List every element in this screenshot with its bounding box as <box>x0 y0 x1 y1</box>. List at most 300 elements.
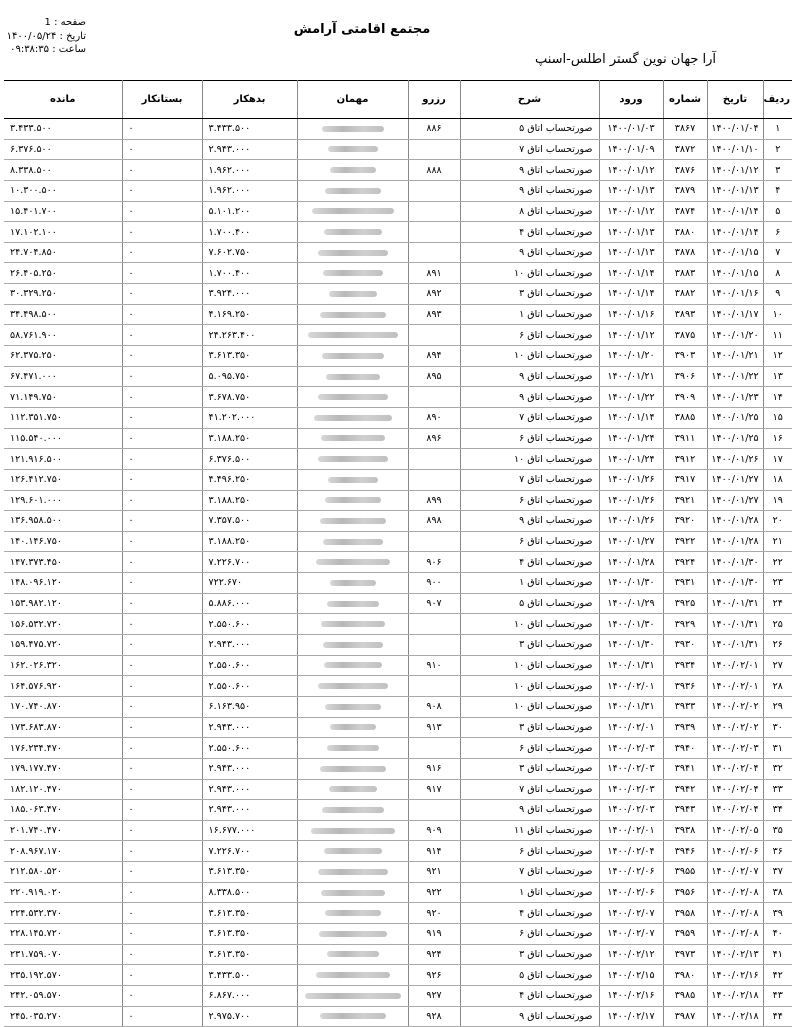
cell-arrival: ۱۴۰۰/۰۱/۱۴ <box>599 263 663 284</box>
cell-balance: ۲۶.۴۰۵.۲۵۰ <box>4 263 122 284</box>
cell-description: صورتحساب اتاق ۵ <box>460 119 599 140</box>
cell-description: صورتحساب اتاق ۱۰ <box>460 263 599 284</box>
cell-date: ۱۴۰۰/۰۱/۲۸ <box>707 531 763 552</box>
cell-credit: ۰ <box>122 490 202 511</box>
cell-debit: ۶.۸۶۷.۰۰۰ <box>202 985 297 1006</box>
cell-reservation <box>408 387 460 408</box>
redacted-guest-name <box>316 972 390 978</box>
cell-description: صورتحساب اتاق ۱۰ <box>460 676 599 697</box>
cell-number: ۳۹۲۴ <box>663 552 707 573</box>
cell-arrival: ۱۴۰۰/۰۲/۰۱ <box>599 676 663 697</box>
cell-debit: ۳.۶۱۳.۳۵۰ <box>202 903 297 924</box>
table-row <box>4 573 792 594</box>
cell-balance: ۲۳۵.۱۹۲.۵۷۰ <box>4 965 122 986</box>
cell-description: صورتحساب اتاق ۵ <box>460 965 599 986</box>
cell-date: ۱۴۰۰/۰۱/۱۵ <box>707 263 763 284</box>
cell-reservation: ۸۹۱ <box>408 263 460 284</box>
cell-balance: ۱۷.۱۰۲.۱۰۰ <box>4 222 122 243</box>
cell-balance: ۱۵۹.۴۷۵.۷۲۰ <box>4 635 122 656</box>
cell-number: ۳۹۰۶ <box>663 366 707 387</box>
cell-balance: ۷۱.۱۴۹.۷۵۰ <box>4 387 122 408</box>
cell-balance: ۲۴۲.۰۵۹.۵۷۰ <box>4 985 122 1006</box>
cell-description: صورتحساب اتاق ۷ <box>460 469 599 490</box>
cell-row-number: ۸ <box>763 263 792 284</box>
redacted-guest-name <box>318 869 388 875</box>
redacted-guest-name <box>320 312 386 318</box>
cell-guest <box>297 180 408 201</box>
cell-balance: ۳.۴۳۳.۵۰۰ <box>4 119 122 140</box>
cell-description: صورتحساب اتاق ۳ <box>460 717 599 738</box>
cell-row-number: ۴ <box>763 180 792 201</box>
cell-balance: ۱۷۰.۷۴۰.۸۷۰ <box>4 696 122 717</box>
cell-reservation <box>408 676 460 697</box>
column-header-credit: بستانکار <box>122 81 202 119</box>
column-header-row-number: ردیف <box>763 81 792 119</box>
cell-row-number: ۱۷ <box>763 449 792 470</box>
cell-debit: ۲.۵۵۰.۶۰۰ <box>202 738 297 759</box>
cell-date: ۱۴۰۰/۰۲/۰۴ <box>707 800 763 821</box>
table-row <box>4 407 792 428</box>
cell-row-number: ۲۴ <box>763 593 792 614</box>
cell-arrival: ۱۴۰۰/۰۲/۱۷ <box>599 1006 663 1027</box>
cell-guest <box>297 573 408 594</box>
table-row <box>4 263 792 284</box>
cell-arrival: ۱۴۰۰/۰۱/۲۶ <box>599 511 663 532</box>
table-row <box>4 738 792 759</box>
cell-guest <box>297 119 408 140</box>
cell-balance: ۲۱۲.۵۸۰.۵۲۰ <box>4 862 122 883</box>
column-header-guest: مهمان <box>297 81 408 119</box>
cell-description: صورتحساب اتاق ۹ <box>460 180 599 201</box>
cell-guest <box>297 944 408 965</box>
cell-number: ۳۸۸۵ <box>663 407 707 428</box>
cell-date: ۱۴۰۰/۰۱/۲۷ <box>707 490 763 511</box>
cell-debit: ۵.۸۸۶.۰۰۰ <box>202 593 297 614</box>
cell-arrival: ۱۴۰۰/۰۱/۲۸ <box>599 552 663 573</box>
redacted-guest-name <box>321 621 385 627</box>
table-row <box>4 552 792 573</box>
cell-arrival: ۱۴۰۰/۰۱/۳۰ <box>599 635 663 656</box>
cell-guest <box>297 614 408 635</box>
cell-row-number: ۲۳ <box>763 573 792 594</box>
cell-row-number: ۳۹ <box>763 903 792 924</box>
cell-reservation: ۹۲۰ <box>408 903 460 924</box>
cell-guest <box>297 758 408 779</box>
cell-description: صورتحساب اتاق ۳ <box>460 284 599 305</box>
cell-credit: ۰ <box>122 882 202 903</box>
cell-number: ۳۹۳۸ <box>663 820 707 841</box>
cell-balance: ۶۷.۴۷۱.۰۰۰ <box>4 366 122 387</box>
cell-row-number: ۱۳ <box>763 366 792 387</box>
cell-row-number: ۳۱ <box>763 738 792 759</box>
cell-date: ۱۴۰۰/۰۱/۱۶ <box>707 284 763 305</box>
cell-description: صورتحساب اتاق ۶ <box>460 923 599 944</box>
cell-guest <box>297 160 408 181</box>
cell-debit: ۳.۶۱۳.۳۵۰ <box>202 862 297 883</box>
cell-date: ۱۴۰۰/۰۱/۲۸ <box>707 511 763 532</box>
cell-guest <box>297 903 408 924</box>
cell-row-number: ۹ <box>763 284 792 305</box>
redacted-guest-name <box>321 890 385 896</box>
cell-number: ۳۸۷۸ <box>663 242 707 263</box>
cell-description: صورتحساب اتاق ۱۰ <box>460 449 599 470</box>
cell-row-number: ۲۰ <box>763 511 792 532</box>
cell-row-number: ۳۳ <box>763 779 792 800</box>
cell-row-number: ۲۷ <box>763 655 792 676</box>
cell-reservation <box>408 139 460 160</box>
cell-guest <box>297 325 408 346</box>
cell-reservation <box>408 242 460 263</box>
cell-arrival: ۱۴۰۰/۰۱/۱۶ <box>599 304 663 325</box>
cell-reservation: ۸۹۵ <box>408 366 460 387</box>
cell-description: صورتحساب اتاق ۱ <box>460 304 599 325</box>
cell-debit: ۲.۹۷۵.۷۰۰ <box>202 1006 297 1027</box>
cell-balance: ۵۸.۷۶۱.۹۰۰ <box>4 325 122 346</box>
cell-row-number: ۳۵ <box>763 820 792 841</box>
cell-date: ۱۴۰۰/۰۱/۲۵ <box>707 407 763 428</box>
cell-balance: ۱۶۴.۵۷۶.۹۲۰ <box>4 676 122 697</box>
cell-guest <box>297 428 408 449</box>
cell-row-number: ۱۵ <box>763 407 792 428</box>
table-row <box>4 325 792 346</box>
redacted-guest-name <box>330 580 376 586</box>
cell-reservation: ۸۹۶ <box>408 428 460 449</box>
cell-debit: ۳.۶۷۸.۷۵۰ <box>202 387 297 408</box>
cell-debit: ۱.۹۶۲.۰۰۰ <box>202 160 297 181</box>
cell-row-number: ۳۲ <box>763 758 792 779</box>
column-header-arrival: ورود <box>599 81 663 119</box>
cell-reservation: ۸۹۳ <box>408 304 460 325</box>
cell-credit: ۰ <box>122 222 202 243</box>
cell-number: ۳۹۵۵ <box>663 862 707 883</box>
redacted-guest-name <box>324 848 382 854</box>
cell-reservation <box>408 531 460 552</box>
cell-guest <box>297 284 408 305</box>
cell-arrival: ۱۴۰۰/۰۱/۰۹ <box>599 139 663 160</box>
header-row <box>4 81 792 119</box>
cell-arrival: ۱۴۰۰/۰۲/۰۳ <box>599 779 663 800</box>
table-row <box>4 903 792 924</box>
cell-reservation: ۹۰۷ <box>408 593 460 614</box>
redacted-guest-name <box>326 374 380 380</box>
cell-guest <box>297 696 408 717</box>
redacted-guest-name <box>329 786 377 792</box>
cell-guest <box>297 469 408 490</box>
cell-credit: ۰ <box>122 366 202 387</box>
cell-debit: ۳.۶۱۳.۳۵۰ <box>202 944 297 965</box>
cell-guest <box>297 490 408 511</box>
cell-balance: ۱۵۶.۵۳۲.۷۲۰ <box>4 614 122 635</box>
cell-guest <box>297 552 408 573</box>
cell-credit: ۰ <box>122 965 202 986</box>
cell-row-number: ۲ <box>763 139 792 160</box>
cell-guest <box>297 635 408 656</box>
cell-credit: ۰ <box>122 346 202 367</box>
cell-date: ۱۴۰۰/۰۲/۱۶ <box>707 965 763 986</box>
cell-arrival: ۱۴۰۰/۰۲/۰۷ <box>599 923 663 944</box>
cell-number: ۳۸۷۶ <box>663 160 707 181</box>
cell-guest <box>297 800 408 821</box>
cell-date: ۱۴۰۰/۰۱/۲۷ <box>707 469 763 490</box>
cell-debit: ۳.۶۱۳.۳۵۰ <box>202 346 297 367</box>
redacted-guest-name <box>328 146 378 152</box>
cell-reservation: ۸۸۶ <box>408 119 460 140</box>
cell-credit: ۰ <box>122 738 202 759</box>
cell-balance: ۱۷۳.۶۸۳.۸۷۰ <box>4 717 122 738</box>
cell-number: ۳۸۸۳ <box>663 263 707 284</box>
cell-credit: ۰ <box>122 180 202 201</box>
cell-row-number: ۱۲ <box>763 346 792 367</box>
cell-date: ۱۴۰۰/۰۲/۰۸ <box>707 882 763 903</box>
cell-description: صورتحساب اتاق ۴ <box>460 552 599 573</box>
cell-date: ۱۴۰۰/۰۱/۲۱ <box>707 346 763 367</box>
column-header-balance: مانده <box>4 81 122 119</box>
table-row <box>4 800 792 821</box>
redacted-guest-name <box>318 394 388 400</box>
cell-description: صورتحساب اتاق ۳ <box>460 758 599 779</box>
time-value: ۰۹:۳۸:۳۵ <box>10 44 50 55</box>
table-row <box>4 366 792 387</box>
cell-row-number: ۴۰ <box>763 923 792 944</box>
cell-description: صورتحساب اتاق ۳ <box>460 635 599 656</box>
cell-reservation: ۹۰۸ <box>408 696 460 717</box>
cell-credit: ۰ <box>122 717 202 738</box>
cell-description: صورتحساب اتاق ۳ <box>460 944 599 965</box>
cell-description: صورتحساب اتاق ۹ <box>460 366 599 387</box>
cell-date: ۱۴۰۰/۰۱/۲۰ <box>707 325 763 346</box>
table-row <box>4 862 792 883</box>
cell-arrival: ۱۴۰۰/۰۱/۲۱ <box>599 366 663 387</box>
cell-number: ۳۹۸۵ <box>663 985 707 1006</box>
cell-guest <box>297 923 408 944</box>
cell-row-number: ۱۴ <box>763 387 792 408</box>
cell-arrival: ۱۴۰۰/۰۱/۱۳ <box>599 222 663 243</box>
cell-debit: ۷.۲۲۶.۷۰۰ <box>202 841 297 862</box>
cell-guest <box>297 304 408 325</box>
cell-debit: ۵.۰۹۵.۷۵۰ <box>202 366 297 387</box>
cell-date: ۱۴۰۰/۰۱/۱۴ <box>707 222 763 243</box>
cell-reservation: ۹۰۰ <box>408 573 460 594</box>
cell-row-number: ۴۳ <box>763 985 792 1006</box>
redacted-guest-name <box>308 332 398 338</box>
cell-number: ۳۹۴۳ <box>663 800 707 821</box>
cell-balance: ۱۲۹.۶۰۱.۰۰۰ <box>4 490 122 511</box>
table-row <box>4 160 792 181</box>
cell-number: ۳۹۳۳ <box>663 696 707 717</box>
cell-row-number: ۲۲ <box>763 552 792 573</box>
cell-date: ۱۴۰۰/۰۱/۱۷ <box>707 304 763 325</box>
cell-credit: ۰ <box>122 325 202 346</box>
cell-date: ۱۴۰۰/۰۱/۰۴ <box>707 119 763 140</box>
table-row <box>4 531 792 552</box>
cell-number: ۳۹۲۹ <box>663 614 707 635</box>
cell-row-number: ۲۱ <box>763 531 792 552</box>
cell-credit: ۰ <box>122 862 202 883</box>
cell-guest <box>297 531 408 552</box>
cell-description: صورتحساب اتاق ۷ <box>460 407 599 428</box>
cell-row-number: ۳ <box>763 160 792 181</box>
date-value: ۱۴۰۰/۰۵/۲۴ <box>6 30 57 42</box>
cell-reservation: ۹۱۳ <box>408 717 460 738</box>
cell-description: صورتحساب اتاق ۶ <box>460 490 599 511</box>
cell-reservation <box>408 325 460 346</box>
column-header-debit: بدهکار <box>202 81 297 119</box>
cell-number: ۳۸۶۷ <box>663 119 707 140</box>
cell-guest <box>297 841 408 862</box>
cell-credit: ۰ <box>122 1006 202 1027</box>
cell-row-number: ۳۸ <box>763 882 792 903</box>
cell-debit: ۴.۱۶۹.۲۵۰ <box>202 304 297 325</box>
cell-number: ۳۹۰۹ <box>663 387 707 408</box>
table-row <box>4 820 792 841</box>
table-row <box>4 242 792 263</box>
redacted-guest-name <box>318 456 388 462</box>
cell-arrival: ۱۴۰۰/۰۲/۰۷ <box>599 903 663 924</box>
cell-row-number: ۱۰ <box>763 304 792 325</box>
cell-number: ۳۹۲۰ <box>663 511 707 532</box>
ledger-table <box>4 80 792 1027</box>
table-row <box>4 696 792 717</box>
cell-guest <box>297 387 408 408</box>
redacted-guest-name <box>319 931 387 937</box>
cell-reservation: ۹۲۱ <box>408 862 460 883</box>
cell-description: صورتحساب اتاق ۱ <box>460 882 599 903</box>
cell-balance: ۱۶۲.۰۲۶.۳۲۰ <box>4 655 122 676</box>
cell-credit: ۰ <box>122 284 202 305</box>
table-row <box>4 965 792 986</box>
cell-description: صورتحساب اتاق ۹ <box>460 160 599 181</box>
cell-arrival: ۱۴۰۰/۰۲/۱۲ <box>599 944 663 965</box>
cell-number: ۳۸۷۴ <box>663 201 707 222</box>
cell-description: صورتحساب اتاق ۶ <box>460 531 599 552</box>
cell-credit: ۰ <box>122 201 202 222</box>
cell-balance: ۱۵.۴۰۱.۷۰۰ <box>4 201 122 222</box>
cell-guest <box>297 882 408 903</box>
cell-arrival: ۱۴۰۰/۰۱/۳۱ <box>599 696 663 717</box>
cell-number: ۳۸۸۲ <box>663 284 707 305</box>
cell-balance: ۲۰۱.۷۴۰.۴۷۰ <box>4 820 122 841</box>
redacted-guest-name <box>305 993 401 999</box>
table-row <box>4 428 792 449</box>
cell-debit: ۳.۴۳۳.۵۰۰ <box>202 965 297 986</box>
cell-description: صورتحساب اتاق ۶ <box>460 325 599 346</box>
cell-balance: ۲۴.۷۰۴.۸۵۰ <box>4 242 122 263</box>
redacted-guest-name <box>324 229 382 235</box>
cell-description: صورتحساب اتاق ۷ <box>460 862 599 883</box>
cell-date: ۱۴۰۰/۰۱/۱۳ <box>707 180 763 201</box>
cell-date: ۱۴۰۰/۰۱/۳۱ <box>707 593 763 614</box>
cell-row-number: ۴۲ <box>763 965 792 986</box>
table-row <box>4 779 792 800</box>
redacted-guest-name <box>323 642 383 648</box>
cell-description: صورتحساب اتاق ۶ <box>460 841 599 862</box>
cell-date: ۱۴۰۰/۰۱/۱۰ <box>707 139 763 160</box>
cell-credit: ۰ <box>122 676 202 697</box>
cell-number: ۳۹۴۶ <box>663 841 707 862</box>
redacted-guest-name <box>320 518 386 524</box>
cell-reservation <box>408 614 460 635</box>
cell-number: ۳۹۱۲ <box>663 449 707 470</box>
cell-reservation: ۸۹۴ <box>408 346 460 367</box>
cell-balance: ۸.۳۳۸.۵۰۰ <box>4 160 122 181</box>
cell-balance: ۲۰۸.۹۶۷.۱۷۰ <box>4 841 122 862</box>
table-row <box>4 201 792 222</box>
redacted-guest-name <box>325 910 381 916</box>
cell-arrival: ۱۴۰۰/۰۲/۰۶ <box>599 882 663 903</box>
redacted-guest-name <box>322 126 384 132</box>
cell-credit: ۰ <box>122 635 202 656</box>
cell-reservation <box>408 201 460 222</box>
redacted-guest-name <box>325 704 381 710</box>
cell-arrival: ۱۴۰۰/۰۱/۲۰ <box>599 346 663 367</box>
cell-arrival: ۱۴۰۰/۰۱/۱۴ <box>599 284 663 305</box>
cell-number: ۳۹۲۲ <box>663 531 707 552</box>
cell-arrival: ۱۴۰۰/۰۲/۱۶ <box>599 985 663 1006</box>
cell-date: ۱۴۰۰/۰۲/۰۴ <box>707 779 763 800</box>
table-row <box>4 676 792 697</box>
cell-debit: ۷.۳۵۷.۵۰۰ <box>202 511 297 532</box>
cell-number: ۳۹۲۵ <box>663 593 707 614</box>
cell-reservation <box>408 635 460 656</box>
page-value: 1 <box>44 17 51 28</box>
cell-description: صورتحساب اتاق ۹ <box>460 387 599 408</box>
cell-description: صورتحساب اتاق ۸ <box>460 201 599 222</box>
redacted-guest-name <box>322 807 384 813</box>
report-title: مجتمع اقامتی آرامش <box>293 22 431 37</box>
cell-row-number: ۴۱ <box>763 944 792 965</box>
cell-debit: ۶.۱۶۳.۹۵۰ <box>202 696 297 717</box>
cell-debit: ۱۶.۶۷۷.۰۰۰ <box>202 820 297 841</box>
cell-balance: ۱۸۲.۱۲۰.۴۷۰ <box>4 779 122 800</box>
cell-description: صورتحساب اتاق ۷ <box>460 139 599 160</box>
cell-row-number: ۳۷ <box>763 862 792 883</box>
redacted-guest-name <box>322 353 384 359</box>
redacted-guest-name <box>324 662 382 668</box>
cell-arrival: ۱۴۰۰/۰۱/۱۲ <box>599 325 663 346</box>
cell-debit: ۲.۵۵۰.۶۰۰ <box>202 655 297 676</box>
cell-arrival: ۱۴۰۰/۰۱/۳۰ <box>599 573 663 594</box>
redacted-guest-name <box>327 951 379 957</box>
table-header <box>4 81 792 119</box>
cell-row-number: ۲۸ <box>763 676 792 697</box>
cell-balance: ۲۲۴.۵۳۲.۳۷۰ <box>4 903 122 924</box>
table-row <box>4 511 792 532</box>
cell-credit: ۰ <box>122 531 202 552</box>
cell-arrival: ۱۴۰۰/۰۱/۱۳ <box>599 242 663 263</box>
cell-debit: ۲.۹۴۳.۰۰۰ <box>202 717 297 738</box>
cell-description: صورتحساب اتاق ۱۱ <box>460 820 599 841</box>
cell-debit: ۲.۵۵۰.۶۰۰ <box>202 614 297 635</box>
table-row <box>4 717 792 738</box>
cell-guest <box>297 222 408 243</box>
cell-description: صورتحساب اتاق ۱۰ <box>460 614 599 635</box>
cell-number: ۳۹۸۰ <box>663 965 707 986</box>
cell-date: ۱۴۰۰/۰۲/۰۶ <box>707 841 763 862</box>
table-row <box>4 882 792 903</box>
cell-guest <box>297 862 408 883</box>
table-row <box>4 180 792 201</box>
column-header-description: شرح <box>460 81 599 119</box>
cell-reservation: ۹۲۸ <box>408 1006 460 1027</box>
cell-debit: ۸.۳۳۸.۵۰۰ <box>202 882 297 903</box>
cell-credit: ۰ <box>122 469 202 490</box>
time-label: ساعت : <box>52 44 86 55</box>
cell-reservation <box>408 469 460 490</box>
cell-arrival: ۱۴۰۰/۰۱/۲۴ <box>599 428 663 449</box>
cell-credit: ۰ <box>122 428 202 449</box>
cell-credit: ۰ <box>122 985 202 1006</box>
table-row <box>4 655 792 676</box>
